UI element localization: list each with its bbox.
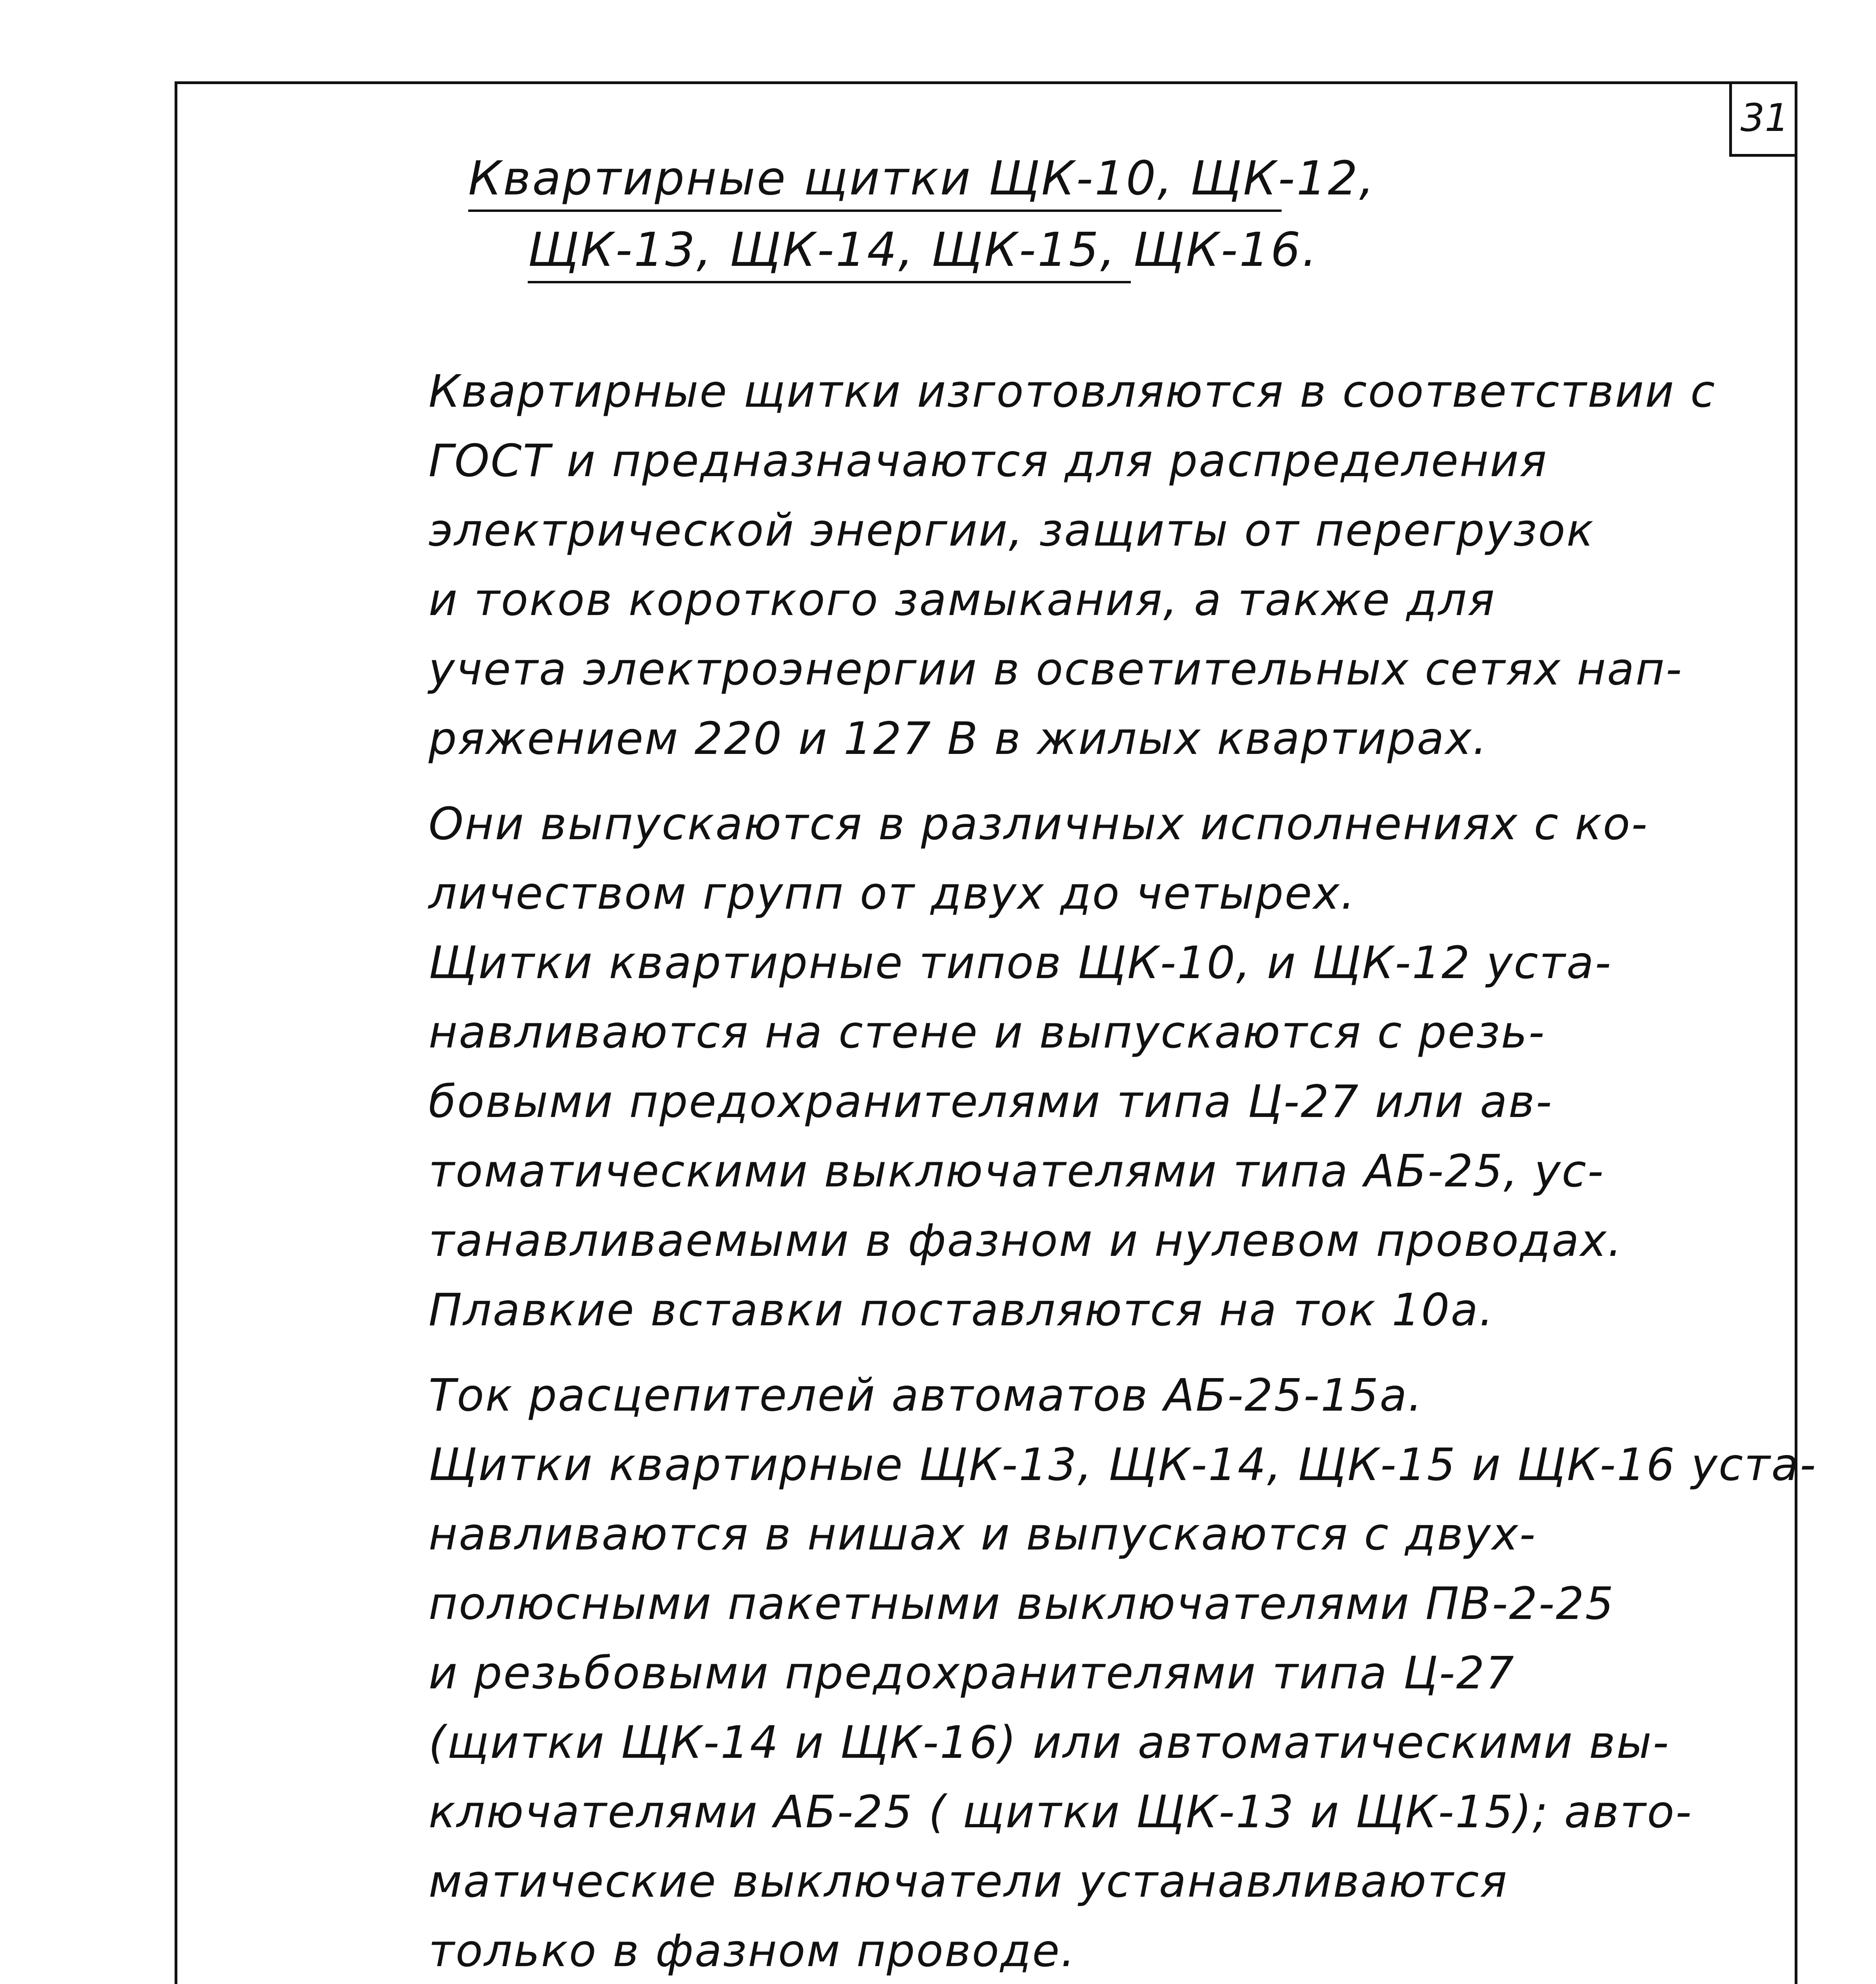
body-line: личеством групп от двух до четырех. [429, 868, 1356, 919]
body-line: полюсными пакетными выключателями ПВ-2-25 [429, 1578, 1615, 1630]
body-line: электрической энергии, защиты от перегрузок [429, 505, 1595, 556]
body-line: навливаются в нишах и выпускаются с двух- [429, 1509, 1537, 1560]
body-line: бовыми предохранителями типа Ц-27 или ав- [429, 1076, 1553, 1128]
body-line: Ток расцепителей автоматов АБ-25-15а. [429, 1370, 1424, 1421]
document-title-line1: Квартирные щитки ЩК-10, ЩК-12, [468, 151, 1282, 212]
body-line: только в фазном проводе. [429, 1925, 1076, 1977]
body-line: Щитки квартирные типов ЩК-10, и ЩК-12 уста- [429, 937, 1612, 989]
body-line: ключателями АБ-25 ( щитки ЩК-13 и ЩК-15); авто- [429, 1786, 1693, 1838]
body-line: ГОСТ и предназначаются для распределения [429, 435, 1548, 487]
body-line: матические выключатели устанавливаются [429, 1856, 1508, 1907]
body-line: и токов короткого замыкания, а также для [429, 574, 1496, 626]
body-line: Плавкие вставки поставляются на ток 10а. [429, 1284, 1495, 1336]
body-line: Щитки квартирные ЩК-13, ЩК-14, ЩК-15 и ЩК-16 уста- [429, 1439, 1817, 1491]
body-line: навливаются на стене и выпускаются с резь- [429, 1007, 1546, 1058]
body-line: и резьбовыми предохранителями типа Ц-27 [429, 1648, 1515, 1699]
document-body [429, 357, 1817, 1984]
body-line: Они выпускаются в различных исполнениях с ко- [429, 798, 1649, 850]
body-line: Квартирные щитки изготовляются в соответствии с [429, 366, 1716, 417]
body-line: ряжением 220 и 127 В в жилых квартирах. [429, 713, 1488, 765]
page-number: 31 [1729, 81, 1797, 157]
body-line: томатическими выключателями типа АБ-25, ус- [429, 1146, 1605, 1197]
body-line: (щитки ЩК-14 и ЩК-16) или автоматическими вы- [429, 1717, 1670, 1769]
body-line: танавливаемыми в фазном и нулевом проводах. [429, 1215, 1623, 1267]
body-line: учета электроэнергии в осветительных сетях нап- [429, 644, 1683, 695]
document-title-line2: ЩК-13, ЩК-14, ЩК-15, ЩК-16. [528, 222, 1131, 283]
